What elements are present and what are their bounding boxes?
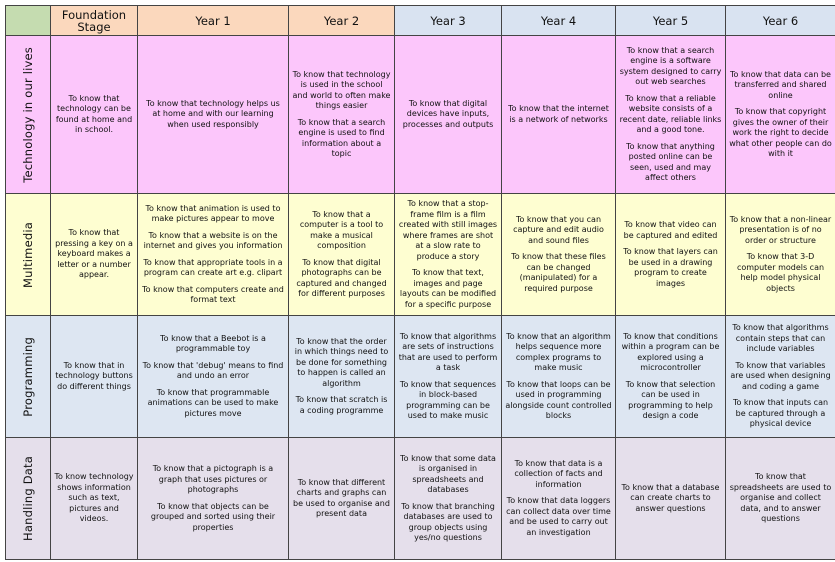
statement-text: To know that digital photographs can be captured and changed for different purposes <box>296 257 387 298</box>
cell-programming-year-4 <box>502 316 616 438</box>
statement-text: To know that data loggers can collect data over time and be used to carry out an investigation <box>506 496 611 537</box>
statement-text: To know that technology helps us at home and with our learning when used responsibly <box>146 98 280 129</box>
statement-text: To know that 3-D computer models can help model physical objects <box>736 252 825 293</box>
statement-text: To know that animation is used to make pictures appear to move <box>145 203 281 223</box>
curriculum-table <box>5 5 835 560</box>
statement-text: To know that a pictograph is a graph that uses pictures or photographs <box>152 464 274 494</box>
statement-text: To know that a search engine is used to find information about a topic <box>297 117 386 158</box>
cell-handling-data-foundation <box>51 438 138 560</box>
statement-text: To know that a database can create charts to answer questions <box>621 482 720 513</box>
statement-text: To know that branching databases are used to group objects using yes/no questions <box>401 501 495 542</box>
cell-programming-foundation <box>51 316 138 438</box>
statement-text: To know that loops can be used in programming alongside count controlled blocks <box>505 379 612 420</box>
row-label-text: Handling Data <box>20 456 35 541</box>
cell-multimedia-year-2 <box>289 194 395 316</box>
statement-text: To know that algorithms are sets of instructions that are used to perform a task <box>398 331 498 372</box>
statement-text: To know that the order in which things need to be done for something to happen is called an algorithm <box>294 336 389 388</box>
cell-technology-year-4 <box>502 36 616 194</box>
cell-multimedia-year-3 <box>395 194 502 316</box>
cell-programming-year-6 <box>726 316 835 438</box>
statement-text: To know that algorithms contain steps that can include variables <box>732 323 829 354</box>
corner-cell <box>6 6 51 36</box>
cell-multimedia-year-4 <box>502 194 616 316</box>
statement-text: To know that these files can be changed (manipulated) for a required purpose <box>511 252 606 293</box>
row-label-technology <box>6 36 51 194</box>
cell-handling-data-year-3 <box>395 438 502 560</box>
header-year-5: Year 5 <box>616 6 726 36</box>
cell-technology-year-1 <box>138 36 289 194</box>
cell-programming-year-5 <box>616 316 726 438</box>
statement-text: To know that programmable animations can be used to make pictures move <box>147 387 279 418</box>
statement-text: To know that objects can be grouped and sorted using their properties <box>150 501 276 532</box>
statement-text: To know that computers create and format text <box>142 284 284 304</box>
row-label-handling-data <box>6 438 51 560</box>
statement-text: To know that variables are used when designing and coding a game <box>730 360 831 391</box>
statement-text: To know that some data is organised in spreadsheets and databases <box>400 453 496 494</box>
statement-text: To know that video can be captured and edited <box>623 220 718 240</box>
statement-text: To know that spreadsheets are used to organise and collect data, and to answer questions <box>729 472 832 524</box>
row-label-programming <box>6 316 51 438</box>
cell-technology-year-5 <box>616 36 726 194</box>
statement-text: To know that digital devices have inputs, processes and outputs <box>402 98 494 129</box>
statement-text: To know that a website is on the internet and gives you information <box>143 230 283 250</box>
statement-text: To know that a non-linear presentation is of no order or structure <box>729 214 832 245</box>
cell-multimedia-year-1 <box>138 194 289 316</box>
statement-text: To know that a reliable website consists of a recent date, reliable links and a good tone. <box>619 93 722 134</box>
header-year-1: Year 1 <box>138 6 289 36</box>
cell-handling-data-year-4 <box>502 438 616 560</box>
statement-text: To know that the internet is a network of networks <box>508 104 609 124</box>
statement-text: To know that technology is used in the school and world to often make things easier <box>292 69 391 110</box>
statement-text: To know that copyright gives the owner of their work the right to decide what other people can do with it <box>729 107 832 158</box>
statement-text: To know that a computer is a tool to make a musical composition <box>299 209 384 250</box>
cell-multimedia-foundation <box>51 194 138 316</box>
statement-text: To know that conditions within a program can be explored using a microcontroller <box>621 331 720 372</box>
statement-text: To know that selection can be used in programming to help design a code <box>625 379 716 420</box>
statement-text: To know that an algorithm helps sequence more complex programs to make music <box>506 331 611 372</box>
statement-text: To know that sequences in block-based programming can be used to make music <box>399 379 497 420</box>
statement-text: To know that 'debug' means to find and undo an error <box>142 360 284 381</box>
row-label-multimedia <box>6 194 51 316</box>
statement-text: To know that technology can be found at home and in school. <box>55 93 133 134</box>
cell-technology-year-3 <box>395 36 502 194</box>
statement-text: To know that a search engine is a software system designed to carry out web searches <box>619 45 722 86</box>
statement-text: To know that you can capture and edit audio and sound files <box>513 214 604 245</box>
statement-text: To know that inputs can be captured through a physical device <box>732 398 829 429</box>
cell-technology-foundation <box>51 36 138 194</box>
statement-text: To know that a stop-frame film is a film created with still images where frames are shot at a slow rate to produce a story <box>398 199 498 261</box>
cell-multimedia-year-6 <box>726 194 835 316</box>
cell-programming-year-1 <box>138 316 289 438</box>
cell-handling-data-year-6 <box>726 438 835 560</box>
cell-technology-year-6 <box>726 36 835 194</box>
statement-text: To know that text, images and page layouts can be modified for a specific purpose <box>399 268 497 309</box>
header-foundation: Foundation Stage <box>51 6 138 36</box>
statement-text: To know that a Beebot is a programmable toy <box>160 333 266 354</box>
statement-text: To know that scratch is a coding programme <box>295 395 388 415</box>
row-label-text: Programming <box>20 336 35 417</box>
statement-text: To know that in technology buttons do different things <box>55 360 133 391</box>
statement-text: To know that anything posted online can be seen, used and may affect others <box>626 141 715 182</box>
statement-text: To know that different charts and graphs can be used to organise and present data <box>293 477 390 518</box>
cell-handling-data-year-5 <box>616 438 726 560</box>
statement-text: To know that data can be transferred and shared online <box>730 69 831 100</box>
cell-handling-data-year-2 <box>289 438 395 560</box>
cell-programming-year-2 <box>289 316 395 438</box>
statement-text: To know that layers can be used in a drawing program to create images <box>623 247 718 288</box>
header-year-3: Year 3 <box>395 6 502 36</box>
header-year-2: Year 2 <box>289 6 395 36</box>
statement-text: To know technology shows information such as text, pictures and videos. <box>54 472 134 524</box>
statement-text: To know that pressing a key on a keyboard makes a letter or a number appear. <box>55 228 133 280</box>
cell-multimedia-year-5 <box>616 194 726 316</box>
cell-technology-year-2 <box>289 36 395 194</box>
cell-handling-data-year-1 <box>138 438 289 560</box>
statement-text: To know that data is a collection of facts and information <box>514 458 603 489</box>
header-year-6: Year 6 <box>726 6 835 36</box>
statement-text: To know that appropriate tools in a program can create art e.g. clipart <box>143 257 283 277</box>
header-year-4: Year 4 <box>502 6 616 36</box>
row-label-text: Technology in our lives <box>20 46 35 183</box>
cell-programming-year-3 <box>395 316 502 438</box>
row-label-text: Multimedia <box>20 221 35 288</box>
